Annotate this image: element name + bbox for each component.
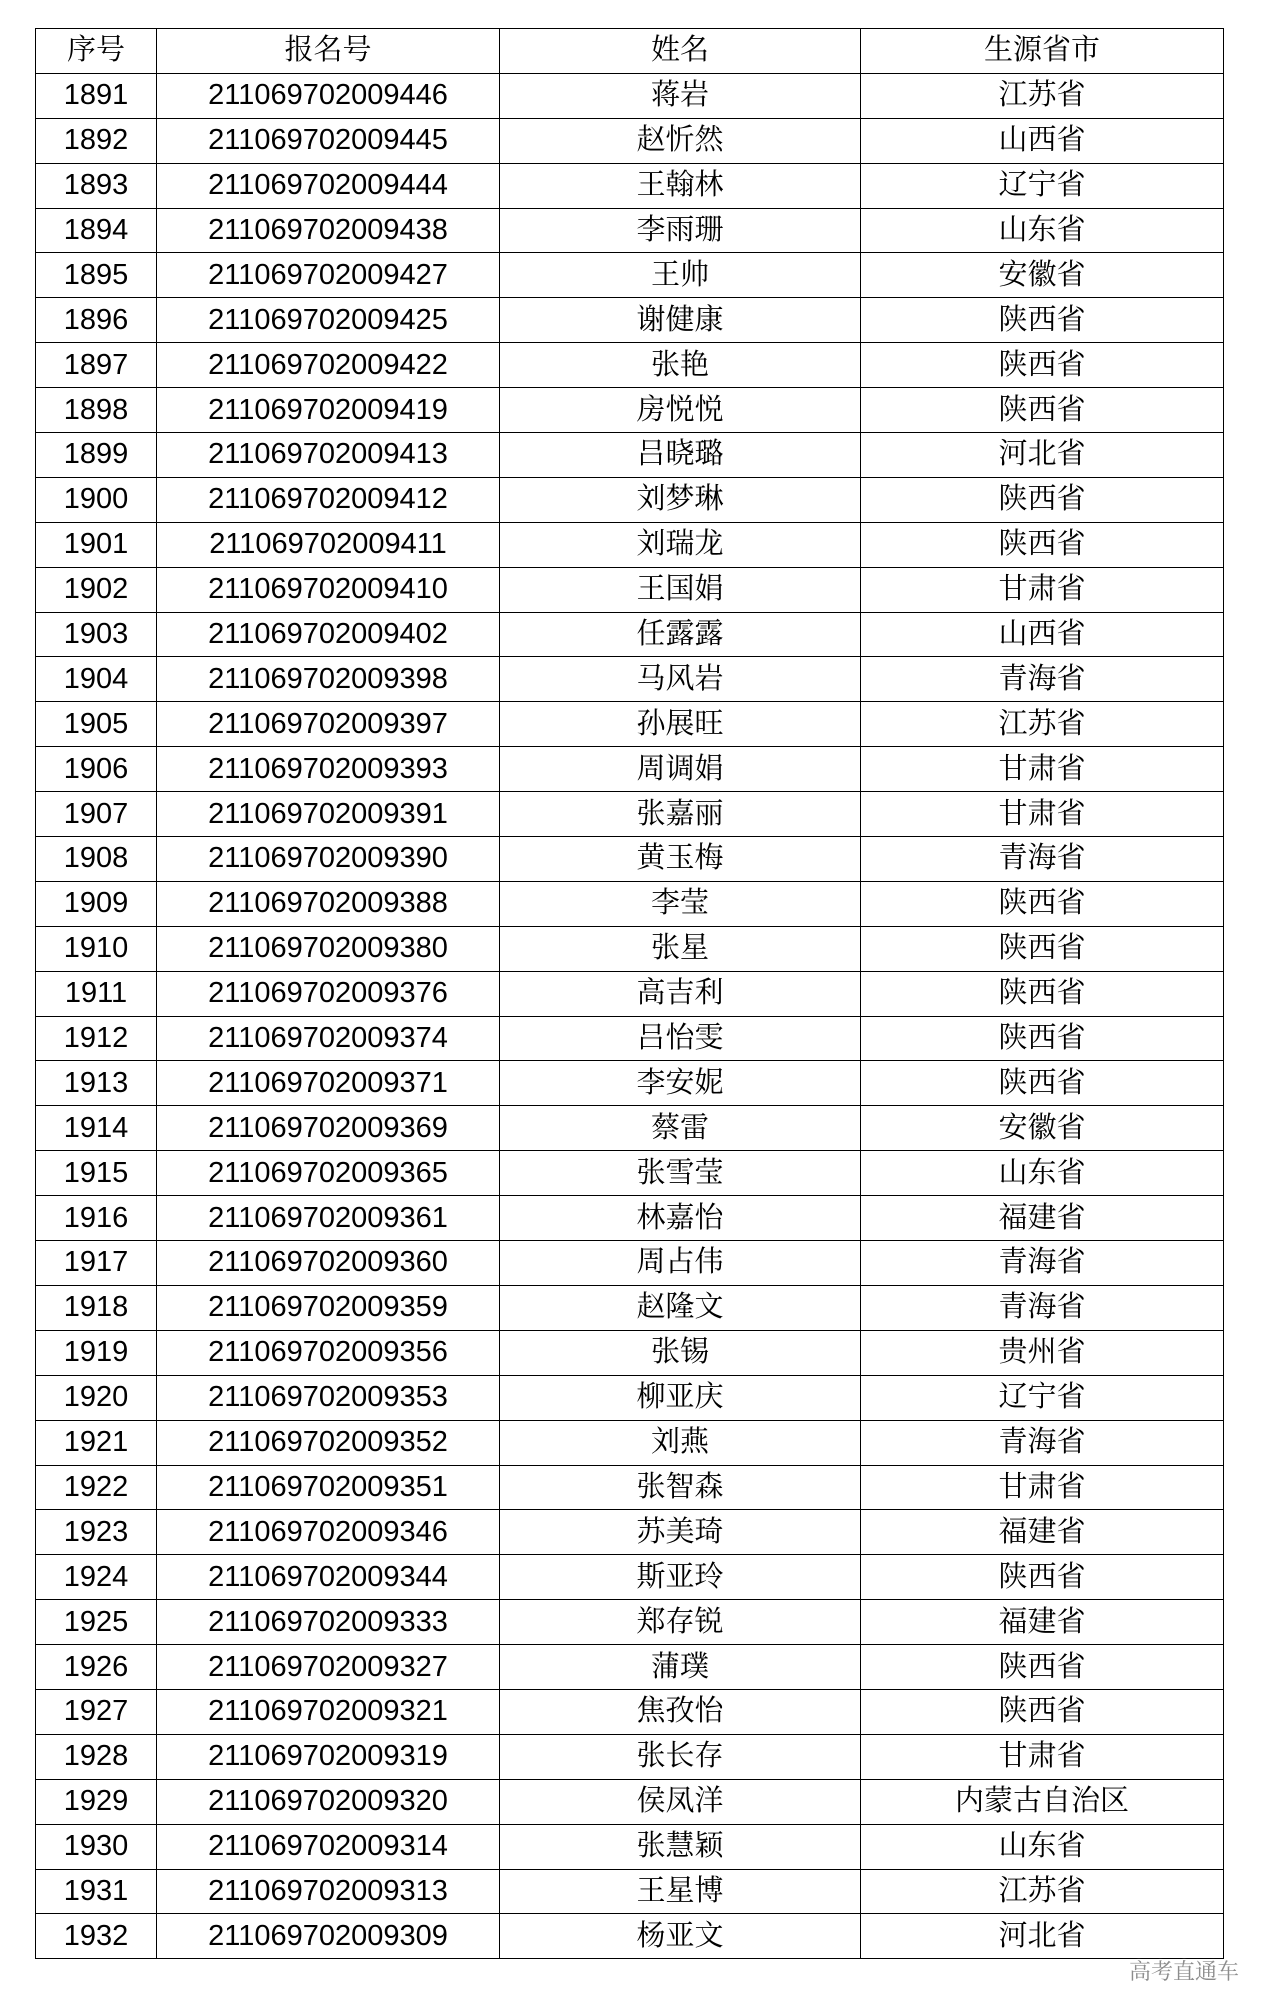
province-cell: 辽宁省 xyxy=(861,1375,1224,1420)
table-row xyxy=(36,1824,1224,1869)
name-cell: 吕晓璐 xyxy=(500,433,861,478)
table-row xyxy=(36,163,1224,208)
table-row xyxy=(36,1734,1224,1779)
province-cell: 甘肃省 xyxy=(861,1465,1224,1510)
province-cell: 陕西省 xyxy=(861,1555,1224,1600)
name-cell: 周调娟 xyxy=(500,747,861,792)
reg-number-cell: 211069702009319 xyxy=(157,1734,500,1779)
seq-cell: 1911 xyxy=(36,971,157,1016)
name-cell: 张雪莹 xyxy=(500,1151,861,1196)
table-row xyxy=(36,1285,1224,1330)
name-cell: 孙展旺 xyxy=(500,702,861,747)
province-cell: 河北省 xyxy=(861,433,1224,478)
table-row xyxy=(36,477,1224,522)
seq-cell: 1931 xyxy=(36,1869,157,1914)
table-header-row xyxy=(36,29,1224,74)
header-name: 姓名 xyxy=(500,29,861,74)
table-row xyxy=(36,1061,1224,1106)
table-row xyxy=(36,343,1224,388)
table-row xyxy=(36,657,1224,702)
name-cell: 焦孜怡 xyxy=(500,1689,861,1734)
table-row xyxy=(36,1151,1224,1196)
reg-number-cell: 211069702009445 xyxy=(157,118,500,163)
reg-number-cell: 211069702009352 xyxy=(157,1420,500,1465)
reg-number-cell: 211069702009361 xyxy=(157,1196,500,1241)
province-cell: 山西省 xyxy=(861,118,1224,163)
table-row xyxy=(36,792,1224,837)
reg-number-cell: 211069702009402 xyxy=(157,612,500,657)
name-cell: 刘瑞龙 xyxy=(500,522,861,567)
seq-cell: 1908 xyxy=(36,837,157,882)
reg-number-cell: 211069702009376 xyxy=(157,971,500,1016)
table-row xyxy=(36,1465,1224,1510)
reg-number-cell: 211069702009314 xyxy=(157,1824,500,1869)
reg-number-cell: 211069702009393 xyxy=(157,747,500,792)
table-row xyxy=(36,298,1224,343)
reg-number-cell: 211069702009346 xyxy=(157,1510,500,1555)
name-cell: 斯亚玲 xyxy=(500,1555,861,1600)
province-cell: 陕西省 xyxy=(861,343,1224,388)
seq-cell: 1893 xyxy=(36,163,157,208)
name-cell: 柳亚庆 xyxy=(500,1375,861,1420)
table-row xyxy=(36,567,1224,612)
table-row xyxy=(36,926,1224,971)
province-cell: 青海省 xyxy=(861,1285,1224,1330)
seq-cell: 1900 xyxy=(36,477,157,522)
seq-cell: 1923 xyxy=(36,1510,157,1555)
table-row xyxy=(36,1375,1224,1420)
name-cell: 张长存 xyxy=(500,1734,861,1779)
seq-cell: 1924 xyxy=(36,1555,157,1600)
seq-cell: 1922 xyxy=(36,1465,157,1510)
reg-number-cell: 211069702009321 xyxy=(157,1689,500,1734)
province-cell: 陕西省 xyxy=(861,926,1224,971)
table-row xyxy=(36,1689,1224,1734)
table-row xyxy=(36,73,1224,118)
header-reg-number: 报名号 xyxy=(157,29,500,74)
name-cell: 蒋岩 xyxy=(500,73,861,118)
table-row xyxy=(36,388,1224,433)
reg-number-cell: 211069702009313 xyxy=(157,1869,500,1914)
seq-cell: 1927 xyxy=(36,1689,157,1734)
reg-number-cell: 211069702009397 xyxy=(157,702,500,747)
seq-cell: 1918 xyxy=(36,1285,157,1330)
table-row xyxy=(36,522,1224,567)
table-row xyxy=(36,1914,1224,1959)
province-cell: 江苏省 xyxy=(861,702,1224,747)
name-cell: 赵隆文 xyxy=(500,1285,861,1330)
seq-cell: 1897 xyxy=(36,343,157,388)
province-cell: 陕西省 xyxy=(861,1645,1224,1690)
reg-number-cell: 211069702009427 xyxy=(157,253,500,298)
table-row xyxy=(36,837,1224,882)
name-cell: 王翰林 xyxy=(500,163,861,208)
name-cell: 张艳 xyxy=(500,343,861,388)
reg-number-cell: 211069702009412 xyxy=(157,477,500,522)
province-cell: 山东省 xyxy=(861,208,1224,253)
seq-cell: 1928 xyxy=(36,1734,157,1779)
seq-cell: 1909 xyxy=(36,881,157,926)
seq-cell: 1926 xyxy=(36,1645,157,1690)
header-seq: 序号 xyxy=(36,29,157,74)
table-row xyxy=(36,1600,1224,1645)
province-cell: 辽宁省 xyxy=(861,163,1224,208)
seq-cell: 1913 xyxy=(36,1061,157,1106)
name-cell: 李雨珊 xyxy=(500,208,861,253)
province-cell: 江苏省 xyxy=(861,1869,1224,1914)
header-province: 生源省市 xyxy=(861,29,1224,74)
reg-number-cell: 211069702009365 xyxy=(157,1151,500,1196)
table-row xyxy=(36,1420,1224,1465)
province-cell: 甘肃省 xyxy=(861,567,1224,612)
province-cell: 山西省 xyxy=(861,612,1224,657)
seq-cell: 1910 xyxy=(36,926,157,971)
province-cell: 安徽省 xyxy=(861,253,1224,298)
name-cell: 黄玉梅 xyxy=(500,837,861,882)
table-row xyxy=(36,1106,1224,1151)
name-cell: 高吉利 xyxy=(500,971,861,1016)
reg-number-cell: 211069702009422 xyxy=(157,343,500,388)
province-cell: 陕西省 xyxy=(861,1061,1224,1106)
province-cell: 青海省 xyxy=(861,837,1224,882)
name-cell: 房悦悦 xyxy=(500,388,861,433)
reg-number-cell: 211069702009446 xyxy=(157,73,500,118)
table-row xyxy=(36,1869,1224,1914)
reg-number-cell: 211069702009360 xyxy=(157,1241,500,1286)
seq-cell: 1905 xyxy=(36,702,157,747)
table-row xyxy=(36,1510,1224,1555)
reg-number-cell: 211069702009444 xyxy=(157,163,500,208)
reg-number-cell: 211069702009344 xyxy=(157,1555,500,1600)
reg-number-cell: 211069702009410 xyxy=(157,567,500,612)
reg-number-cell: 211069702009356 xyxy=(157,1330,500,1375)
reg-number-cell: 211069702009419 xyxy=(157,388,500,433)
province-cell: 山东省 xyxy=(861,1824,1224,1869)
reg-number-cell: 211069702009333 xyxy=(157,1600,500,1645)
name-cell: 王帅 xyxy=(500,253,861,298)
seq-cell: 1912 xyxy=(36,1016,157,1061)
name-cell: 蔡雷 xyxy=(500,1106,861,1151)
name-cell: 王国娟 xyxy=(500,567,861,612)
seq-cell: 1891 xyxy=(36,73,157,118)
name-cell: 马风岩 xyxy=(500,657,861,702)
table-row xyxy=(36,881,1224,926)
name-cell: 吕怡雯 xyxy=(500,1016,861,1061)
reg-number-cell: 211069702009327 xyxy=(157,1645,500,1690)
seq-cell: 1917 xyxy=(36,1241,157,1286)
province-cell: 陕西省 xyxy=(861,477,1224,522)
table-row xyxy=(36,1779,1224,1824)
table-row xyxy=(36,1196,1224,1241)
reg-number-cell: 211069702009438 xyxy=(157,208,500,253)
name-cell: 侯凤洋 xyxy=(500,1779,861,1824)
province-cell: 内蒙古自治区 xyxy=(861,1779,1224,1824)
table-row xyxy=(36,433,1224,478)
seq-cell: 1932 xyxy=(36,1914,157,1959)
table-row xyxy=(36,208,1224,253)
province-cell: 福建省 xyxy=(861,1510,1224,1555)
table-row xyxy=(36,1330,1224,1375)
table-row xyxy=(36,971,1224,1016)
table-row xyxy=(36,1241,1224,1286)
reg-number-cell: 211069702009391 xyxy=(157,792,500,837)
reg-number-cell: 211069702009351 xyxy=(157,1465,500,1510)
province-cell: 陕西省 xyxy=(861,971,1224,1016)
seq-cell: 1919 xyxy=(36,1330,157,1375)
seq-cell: 1896 xyxy=(36,298,157,343)
seq-cell: 1930 xyxy=(36,1824,157,1869)
reg-number-cell: 211069702009425 xyxy=(157,298,500,343)
name-cell: 任露露 xyxy=(500,612,861,657)
seq-cell: 1916 xyxy=(36,1196,157,1241)
province-cell: 福建省 xyxy=(861,1196,1224,1241)
table-row xyxy=(36,747,1224,792)
table-row xyxy=(36,612,1224,657)
seq-cell: 1903 xyxy=(36,612,157,657)
province-cell: 山东省 xyxy=(861,1151,1224,1196)
province-cell: 甘肃省 xyxy=(861,792,1224,837)
seq-cell: 1906 xyxy=(36,747,157,792)
reg-number-cell: 211069702009411 xyxy=(157,522,500,567)
province-cell: 青海省 xyxy=(861,1241,1224,1286)
reg-number-cell: 211069702009320 xyxy=(157,1779,500,1824)
name-cell: 林嘉怡 xyxy=(500,1196,861,1241)
table-row xyxy=(36,118,1224,163)
table-row xyxy=(36,253,1224,298)
name-cell: 张智森 xyxy=(500,1465,861,1510)
name-cell: 谢健康 xyxy=(500,298,861,343)
seq-cell: 1895 xyxy=(36,253,157,298)
seq-cell: 1914 xyxy=(36,1106,157,1151)
province-cell: 陕西省 xyxy=(861,388,1224,433)
province-cell: 江苏省 xyxy=(861,73,1224,118)
seq-cell: 1892 xyxy=(36,118,157,163)
province-cell: 安徽省 xyxy=(861,1106,1224,1151)
reg-number-cell: 211069702009359 xyxy=(157,1285,500,1330)
name-cell: 杨亚文 xyxy=(500,1914,861,1959)
province-cell: 甘肃省 xyxy=(861,1734,1224,1779)
province-cell: 陕西省 xyxy=(861,1016,1224,1061)
admission-roster-table xyxy=(35,28,1224,1959)
seq-cell: 1898 xyxy=(36,388,157,433)
province-cell: 河北省 xyxy=(861,1914,1224,1959)
reg-number-cell: 211069702009374 xyxy=(157,1016,500,1061)
name-cell: 王星博 xyxy=(500,1869,861,1914)
province-cell: 陕西省 xyxy=(861,881,1224,926)
reg-number-cell: 211069702009388 xyxy=(157,881,500,926)
seq-cell: 1902 xyxy=(36,567,157,612)
seq-cell: 1901 xyxy=(36,522,157,567)
table-row xyxy=(36,702,1224,747)
province-cell: 陕西省 xyxy=(861,298,1224,343)
name-cell: 李安妮 xyxy=(500,1061,861,1106)
seq-cell: 1904 xyxy=(36,657,157,702)
name-cell: 刘梦琳 xyxy=(500,477,861,522)
seq-cell: 1929 xyxy=(36,1779,157,1824)
name-cell: 张嘉丽 xyxy=(500,792,861,837)
seq-cell: 1899 xyxy=(36,433,157,478)
province-cell: 陕西省 xyxy=(861,522,1224,567)
name-cell: 张星 xyxy=(500,926,861,971)
reg-number-cell: 211069702009353 xyxy=(157,1375,500,1420)
province-cell: 福建省 xyxy=(861,1600,1224,1645)
table-row xyxy=(36,1555,1224,1600)
name-cell: 张慧颖 xyxy=(500,1824,861,1869)
reg-number-cell: 211069702009390 xyxy=(157,837,500,882)
reg-number-cell: 211069702009413 xyxy=(157,433,500,478)
reg-number-cell: 211069702009309 xyxy=(157,1914,500,1959)
name-cell: 赵忻然 xyxy=(500,118,861,163)
seq-cell: 1915 xyxy=(36,1151,157,1196)
province-cell: 甘肃省 xyxy=(861,747,1224,792)
name-cell: 郑存锐 xyxy=(500,1600,861,1645)
seq-cell: 1920 xyxy=(36,1375,157,1420)
province-cell: 青海省 xyxy=(861,1420,1224,1465)
name-cell: 李莹 xyxy=(500,881,861,926)
province-cell: 青海省 xyxy=(861,657,1224,702)
seq-cell: 1894 xyxy=(36,208,157,253)
province-cell: 陕西省 xyxy=(861,1689,1224,1734)
reg-number-cell: 211069702009398 xyxy=(157,657,500,702)
reg-number-cell: 211069702009380 xyxy=(157,926,500,971)
name-cell: 周占伟 xyxy=(500,1241,861,1286)
reg-number-cell: 211069702009371 xyxy=(157,1061,500,1106)
table-row xyxy=(36,1016,1224,1061)
province-cell: 贵州省 xyxy=(861,1330,1224,1375)
name-cell: 蒲璞 xyxy=(500,1645,861,1690)
reg-number-cell: 211069702009369 xyxy=(157,1106,500,1151)
seq-cell: 1921 xyxy=(36,1420,157,1465)
name-cell: 刘燕 xyxy=(500,1420,861,1465)
seq-cell: 1907 xyxy=(36,792,157,837)
table-row xyxy=(36,1645,1224,1690)
watermark-text: 高考直通车 xyxy=(1128,1960,1239,1985)
seq-cell: 1925 xyxy=(36,1600,157,1645)
name-cell: 苏美琦 xyxy=(500,1510,861,1555)
name-cell: 张锡 xyxy=(500,1330,861,1375)
